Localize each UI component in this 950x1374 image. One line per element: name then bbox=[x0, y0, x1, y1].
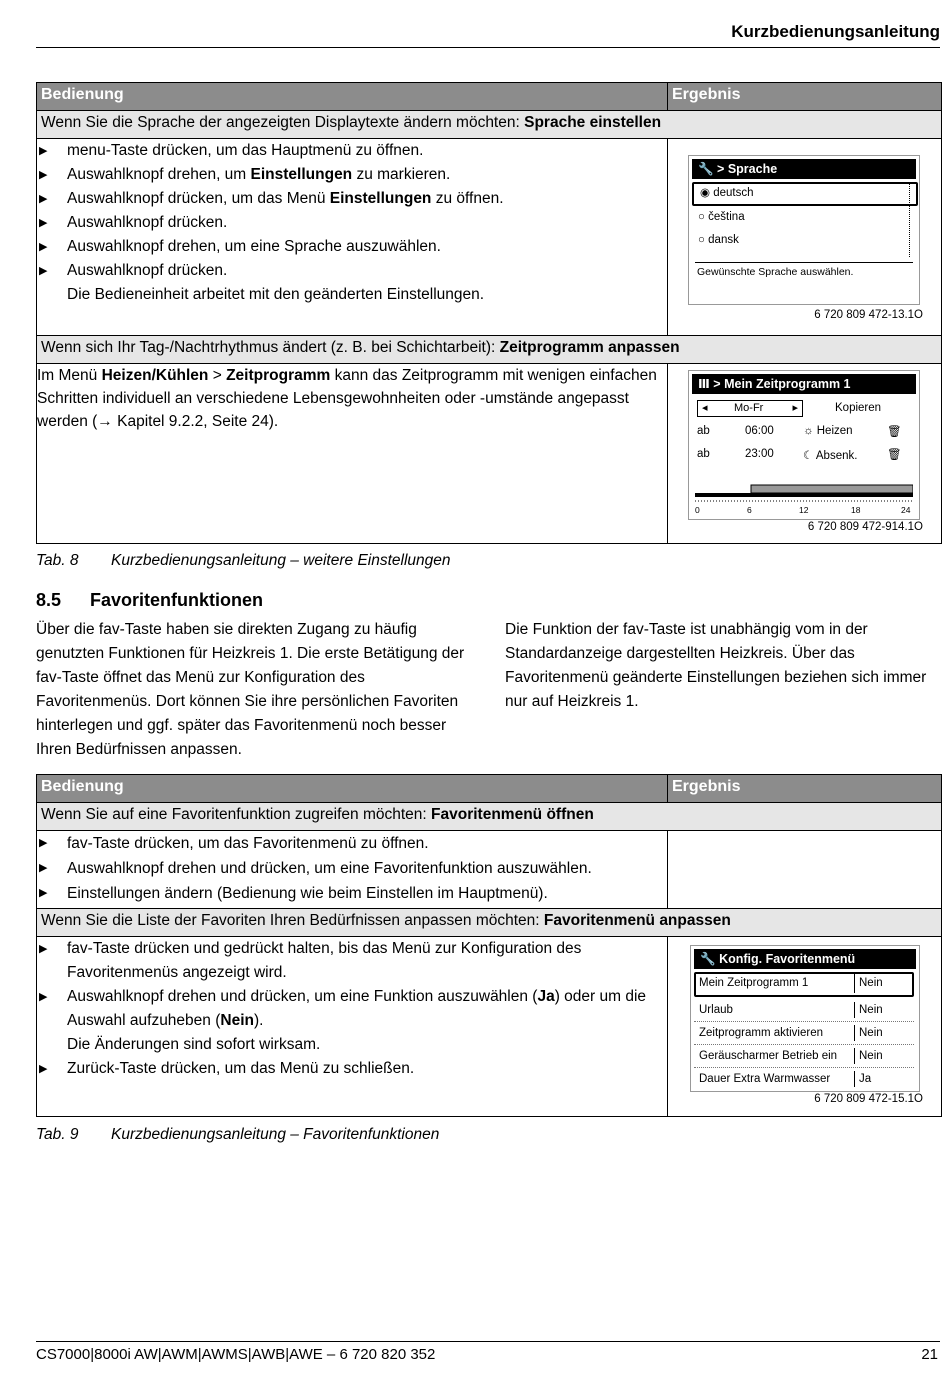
section-row-bold: Favoritenmenü öffnen bbox=[431, 806, 594, 823]
result-language bbox=[668, 139, 942, 336]
section-row-bold: Zeitprogramm anpassen bbox=[499, 339, 680, 356]
triangle-bullet-icon: ▶ bbox=[39, 145, 48, 157]
day-selector[interactable]: ◂ Mo-Fr ▸ bbox=[697, 400, 803, 417]
table-8 bbox=[36, 82, 942, 544]
list-item: ▶ Auswahlknopf drehen, um eine Sprache auszuwählen. bbox=[37, 235, 667, 259]
favorite-row[interactable]: Zeitprogramm aktivieren Nein bbox=[694, 1022, 914, 1045]
copy-button[interactable]: Kopieren bbox=[835, 402, 882, 414]
language-option-selected[interactable]: ◉ deutsch bbox=[692, 182, 918, 206]
figure-reference: 6 720 809 472-914.1O bbox=[807, 521, 923, 533]
page-number: 21 bbox=[921, 1346, 938, 1363]
display-schedule bbox=[688, 370, 920, 520]
favorite-row[interactable]: Geräuscharmer Betrieb ein Nein bbox=[694, 1045, 914, 1068]
radio-icon: ○ bbox=[698, 211, 705, 223]
scrollbar[interactable] bbox=[909, 182, 913, 257]
list-item: ▶ fav-Taste drücken und gedrückt halten, bis das Menü zur Konfiguration des Favoritenmenüs angezeigt wird. bbox=[37, 937, 667, 985]
running-header: Kurzbedienungsanleitung bbox=[731, 22, 940, 41]
wrench-icon: 🔧 bbox=[700, 952, 716, 966]
list-item: ▶ Auswahlknopf drücken. Die Bedieneinheit arbeitet mit den geänderten Einstellungen. bbox=[37, 259, 667, 307]
screen-title: 🔧 > Sprache bbox=[692, 159, 916, 179]
section-row-schedule bbox=[37, 336, 942, 364]
triangle-bullet-icon: ▶ bbox=[39, 887, 48, 899]
radio-checked-icon: ◉ bbox=[700, 187, 711, 199]
section-heading: 8.5 Favoritenfunktionen bbox=[36, 590, 264, 610]
steps-customize-favorites bbox=[37, 937, 668, 1117]
list-item: ▶ Auswahlknopf drücken. bbox=[37, 211, 667, 235]
list-item: ▶ Auswahlknopf drehen und drücken, um eine Favoritenfunktion auszuwählen. bbox=[37, 856, 667, 881]
figure-reference: 6 720 809 472-15.1O bbox=[814, 1093, 923, 1105]
triangle-bullet-icon: ▶ bbox=[39, 169, 48, 181]
result-schedule bbox=[668, 364, 942, 544]
column-header-result: Ergebnis bbox=[668, 83, 942, 111]
screen-hint: Gewünschte Sprache auswählen. bbox=[697, 266, 854, 278]
triangle-bullet-icon: ▶ bbox=[39, 991, 48, 1003]
section-row-text: Wenn Sie die Sprache der angezeigten Displaytexte ändern möchten: bbox=[41, 114, 525, 131]
sun-icon: ☼ bbox=[803, 425, 814, 437]
result-customize-favorites bbox=[668, 937, 942, 1117]
list-item: ▶ Auswahlknopf drehen, um Einstellungen zu markieren. bbox=[37, 163, 667, 187]
header-rule bbox=[36, 47, 940, 48]
schedule-icon: Ⅲ bbox=[698, 377, 710, 391]
arrow-left-icon: ◂ bbox=[702, 402, 708, 414]
timeline-ticks: 0 6 12 18 24 bbox=[695, 505, 911, 515]
steps-open-favorites bbox=[37, 831, 668, 909]
list-item: ▶ menu-Taste drücken, um das Hauptmenü zu öffnen. bbox=[37, 139, 667, 163]
favorite-row[interactable]: Dauer Extra Warmwasser Ja bbox=[699, 1073, 872, 1085]
column-header-result: Ergebnis bbox=[668, 775, 942, 803]
trash-icon[interactable]: 🗑 bbox=[887, 449, 902, 461]
triangle-bullet-icon: ▶ bbox=[39, 265, 48, 277]
section-row-text: Wenn Sie auf eine Favoritenfunktion zugreifen möchten: bbox=[41, 806, 432, 823]
footer-product-code: CS7000|8000i AW|AWM|AWMS|AWB|AWE – 6 720 820 352 bbox=[36, 1346, 436, 1363]
section-row-open-favorites bbox=[37, 803, 942, 831]
footer-rule bbox=[36, 1341, 940, 1342]
steps-language bbox=[37, 139, 668, 336]
triangle-bullet-icon: ▶ bbox=[39, 217, 48, 229]
list-item: ▶ Einstellungen ändern (Bedienung wie beim Einstellen im Hauptmenü). bbox=[37, 881, 667, 906]
list-item: ▶ Auswahlknopf drücken, um das Menü Einstellungen zu öffnen. bbox=[37, 187, 667, 211]
switch-label: ab bbox=[697, 425, 710, 437]
table-caption: Tab. 8 Kurzbedienungsanleitung – weitere Einstellungen bbox=[36, 552, 451, 569]
language-option[interactable]: ○ dansk bbox=[698, 234, 739, 246]
moon-icon: ☾ bbox=[803, 450, 814, 462]
table-9 bbox=[36, 774, 942, 1117]
language-option[interactable]: ○ čeština bbox=[698, 211, 745, 223]
trash-icon[interactable]: 🗑 bbox=[887, 426, 902, 438]
section-row-text: Wenn Sie die Liste der Favoriten Ihren Bedürfnissen anpassen möchten: bbox=[41, 912, 544, 929]
text-schedule: Im Menü Heizen/Kühlen > Zeitprogramm kann das Zeitprogramm mit wenigen einfachen Schritten individuell an verschiedene Lebensgewohnheiten oder -umstände angepasst werden (→ Kapitel 9.2.2, Seite 24). bbox=[37, 364, 668, 544]
result-open-favorites bbox=[668, 831, 942, 909]
wrench-icon: 🔧 bbox=[698, 162, 714, 176]
switch-mode[interactable]: ☾ Absenk. bbox=[803, 450, 858, 462]
paragraph-right: Die Funktion der fav-Taste ist unabhängig vom in der Standardanzeige dargestellten Heizkreis. Über das Favoritenmenü geänderte Einstellungen beziehen sich immer nur auf Heizkreis 1. bbox=[505, 621, 927, 710]
section-row-bold: Sprache einstellen bbox=[524, 114, 662, 131]
list-item: ▶ Auswahlknopf drehen und drücken, um eine Funktion auszuwählen (Ja) oder um die Auswahl aufzuheben (Nein). Die Änderungen sind sofort wirksam. bbox=[37, 985, 667, 1057]
screen-title: Ⅲ > Mein Zeitprogramm 1 bbox=[692, 374, 916, 394]
switch-mode[interactable]: ☼ Heizen bbox=[803, 425, 853, 437]
triangle-bullet-icon: ▶ bbox=[39, 943, 48, 955]
triangle-bullet-icon: ▶ bbox=[39, 241, 48, 253]
display-favorites-config bbox=[690, 945, 920, 1092]
table-caption: Tab. 9 Kurzbedienungsanleitung – Favoritenfunktionen bbox=[36, 1126, 440, 1143]
triangle-bullet-icon: ▶ bbox=[39, 837, 48, 849]
column-header-operation: Bedienung bbox=[37, 83, 668, 111]
section-row-text: Wenn sich Ihr Tag-/Nachtrhythmus ändert (z. B. bei Schichtarbeit): bbox=[41, 339, 500, 356]
switch-time[interactable]: 06:00 bbox=[745, 425, 774, 437]
paragraph-left: Über die fav-Taste haben sie direkten Zugang zu häufig genutzten Funktionen für Heizkreis 1. Die erste Betätigung der fav-Taste öffnet das Menü zur Konfiguration des Favoritenmenüs. Dort können Sie ihre persönlichen Favoriten hinterlegen und ggf. später das Favoritenmenü noch besser Ihren Bedürfnissen anpassen. bbox=[36, 621, 465, 758]
favorite-row-selected[interactable]: Mein Zeitprogramm 1 Nein bbox=[694, 972, 914, 997]
column-header-operation: Bedienung bbox=[37, 775, 668, 803]
favorites-list bbox=[694, 972, 914, 1090]
section-row-customize-favorites bbox=[37, 909, 942, 937]
figure-reference: 6 720 809 472-13.1O bbox=[814, 309, 923, 321]
section-row-language bbox=[37, 111, 942, 139]
triangle-bullet-icon: ▶ bbox=[39, 193, 48, 205]
radio-icon: ○ bbox=[698, 234, 705, 246]
list-item: ▶ fav-Taste drücken, um das Favoritenmenü zu öffnen. bbox=[37, 831, 667, 856]
list-item: ▶ Zurück-Taste drücken, um das Menü zu schließen. bbox=[37, 1057, 667, 1081]
arrow-right-icon: ▸ bbox=[792, 402, 798, 414]
section-row-bold: Favoritenmenü anpassen bbox=[543, 912, 731, 929]
screen-title: 🔧 Konfig. Favoritenmenü bbox=[694, 949, 916, 969]
screen-divider bbox=[695, 262, 913, 263]
favorite-row[interactable]: Urlaub Nein bbox=[694, 999, 914, 1022]
switch-time[interactable]: 23:00 bbox=[745, 448, 774, 460]
display-language bbox=[688, 155, 920, 305]
switch-label: ab bbox=[697, 448, 710, 460]
triangle-bullet-icon: ▶ bbox=[39, 1063, 48, 1075]
triangle-bullet-icon: ▶ bbox=[39, 862, 48, 874]
